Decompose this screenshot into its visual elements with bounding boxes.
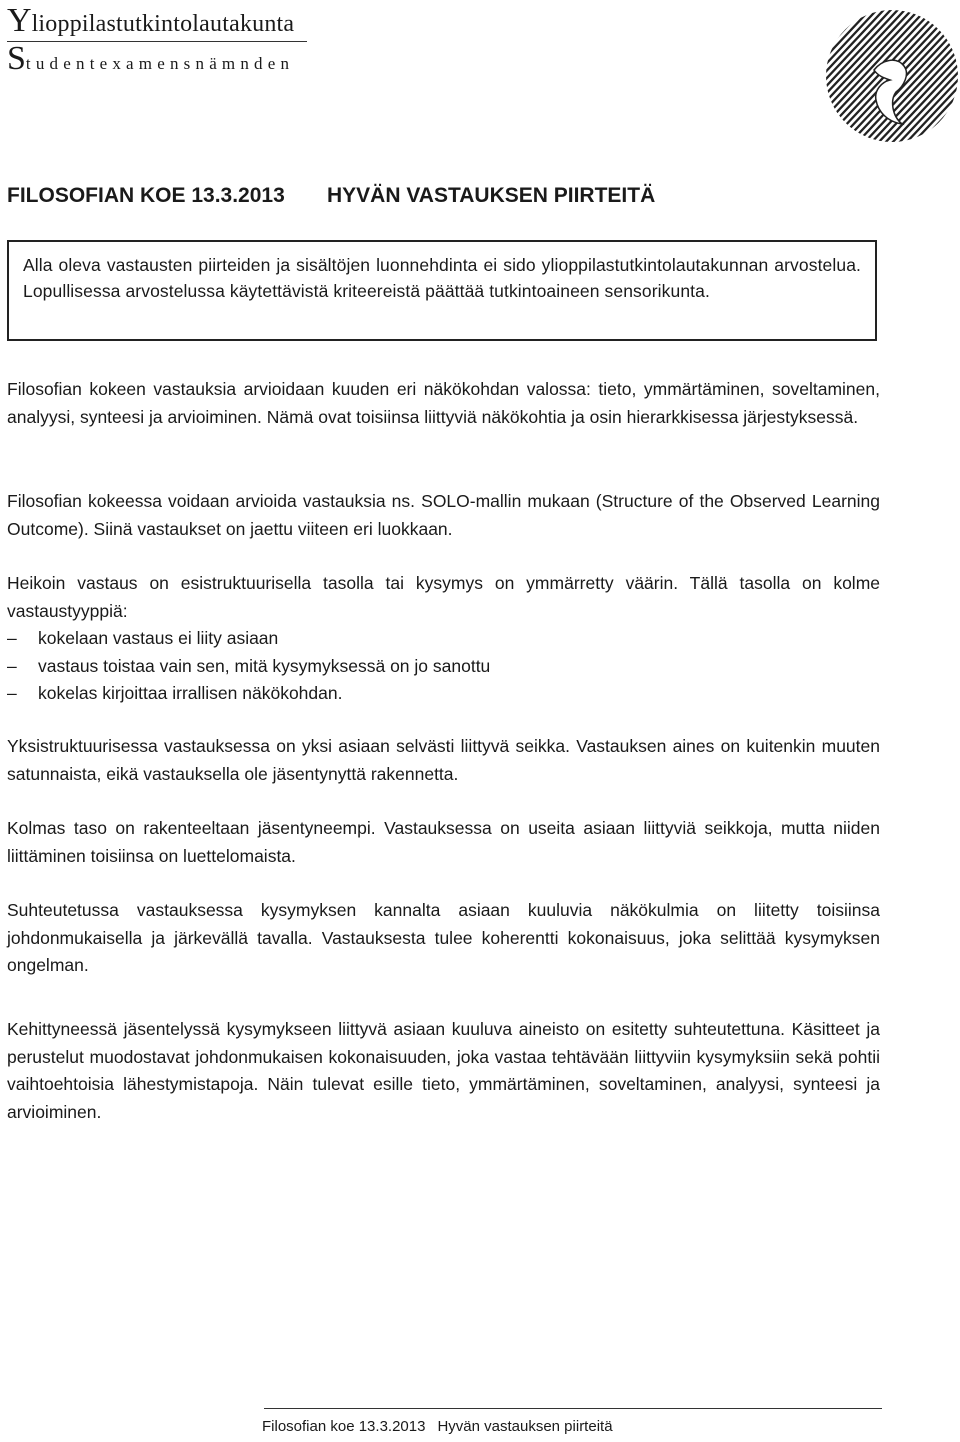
- paragraph-solo-model: Filosofian kokeessa voidaan arvioida vastauksia ns. SOLO-mallin mukaan (Structure of the Observed Learning Outcome). Siinä vastaukset on jaettu viiteen eri luokkaan.: [7, 491, 880, 539]
- paragraph-unistructural: Yksistruktuurisessa vastauksessa on yksi asiaan selvästi liittyvä seikka. Vastauksen aines on kuitenkin muuten satunnaista, eikä vastauksella ole jäsentynyttä rakennetta.: [7, 736, 880, 784]
- disclaimer-box: Alla oleva vastausten piirteiden ja sisältöjen luonnehdinta ei sido ylioppilastutkintolautakunnan arvostelua. Lopullisessa arvostelussa käytettävistä kriteereistä päättää tutkintoaineen sensorikunta.: [7, 240, 877, 341]
- paragraph-multistructural: Kolmas taso on rakenteeltaan jäsentyneempi. Vastauksessa on useita asiaan liittyviä seikkoja, mutta niiden liittäminen toisiinsa on luettelomaista.: [7, 818, 880, 866]
- document-subtitle: HYVÄN VASTAUKSEN PIIRTEITÄ: [327, 184, 656, 207]
- paragraph-relational: Suhteutetussa vastauksessa kysymyksen kannalta asiaan kuuluvia näkökulmia on liitetty toisiinsa johdonmukaisella ja järkevällä tavalla. Vastauksesta tulee koherentti kokonaisuus, joka selittää kysymyksen ongelman.: [7, 900, 880, 975]
- footer-doc-title: Hyvän vastauksen piirteitä: [437, 1418, 613, 1435]
- letterhead: [7, 2, 317, 77]
- footer-rule: [264, 1408, 882, 1409]
- response-type-list: [7, 625, 880, 708]
- paragraph-prestructural: [7, 570, 880, 708]
- paragraph-extended-abstract: Kehittyneessä jäsentelyssä kysymykseen liittyvä asiaan kuuluva aineisto on esitetty suhteutettuna. Käsitteet ja perustelut muodostavat johdonmukaisen kokonaisuuden, joka vastaa tehtävään liittyviin kysymyksiin sekä pohtii vaihtoehtoisia lähestymistapoja. Näin tulevat esille tieto, ymmärtäminen, soveltaminen, analyysi, synteesi ja arvioiminen.: [7, 1019, 880, 1122]
- prestructural-intro: Heikoin vastaus on esistruktuurisella tasolla tai kysymys on ymmärretty väärin. Tällä tasolla on kolme vastaustyyppiä:: [7, 573, 880, 621]
- document-title-row: [7, 184, 656, 208]
- document-title: FILOSOFIAN KOE 13.3.2013: [7, 184, 285, 207]
- ytl-striped-circle-logo-icon: [812, 0, 960, 158]
- footer-exam-date: Filosofian koe 13.3.2013: [262, 1418, 426, 1435]
- paragraph-assessment-aspects: Filosofian kokeen vastauksia arvioidaan kuuden eri näkökohdan valossa: tieto, ymmärtäminen, soveltaminen, analyysi, synteesi ja arvioiminen. Nämä ovat toisiinsa liittyviä näkökohtia ja osin hierarkkisessa järjestyksessä.: [7, 379, 880, 427]
- board-name-swedish: Studentexamensnämnden: [7, 40, 295, 77]
- letterhead-rule: [7, 41, 307, 42]
- page-footer: [262, 1418, 613, 1435]
- list-item: – kokelas kirjoittaa irrallisen näkökohdan.: [7, 683, 343, 703]
- list-item: – vastaus toistaa vain sen, mitä kysymyksessä on jo sanottu: [7, 655, 491, 676]
- list-item: – kokelaan vastaus ei liity asiaan: [7, 628, 279, 648]
- board-name-finnish: Ylioppilastutkintolautakunta: [7, 2, 295, 39]
